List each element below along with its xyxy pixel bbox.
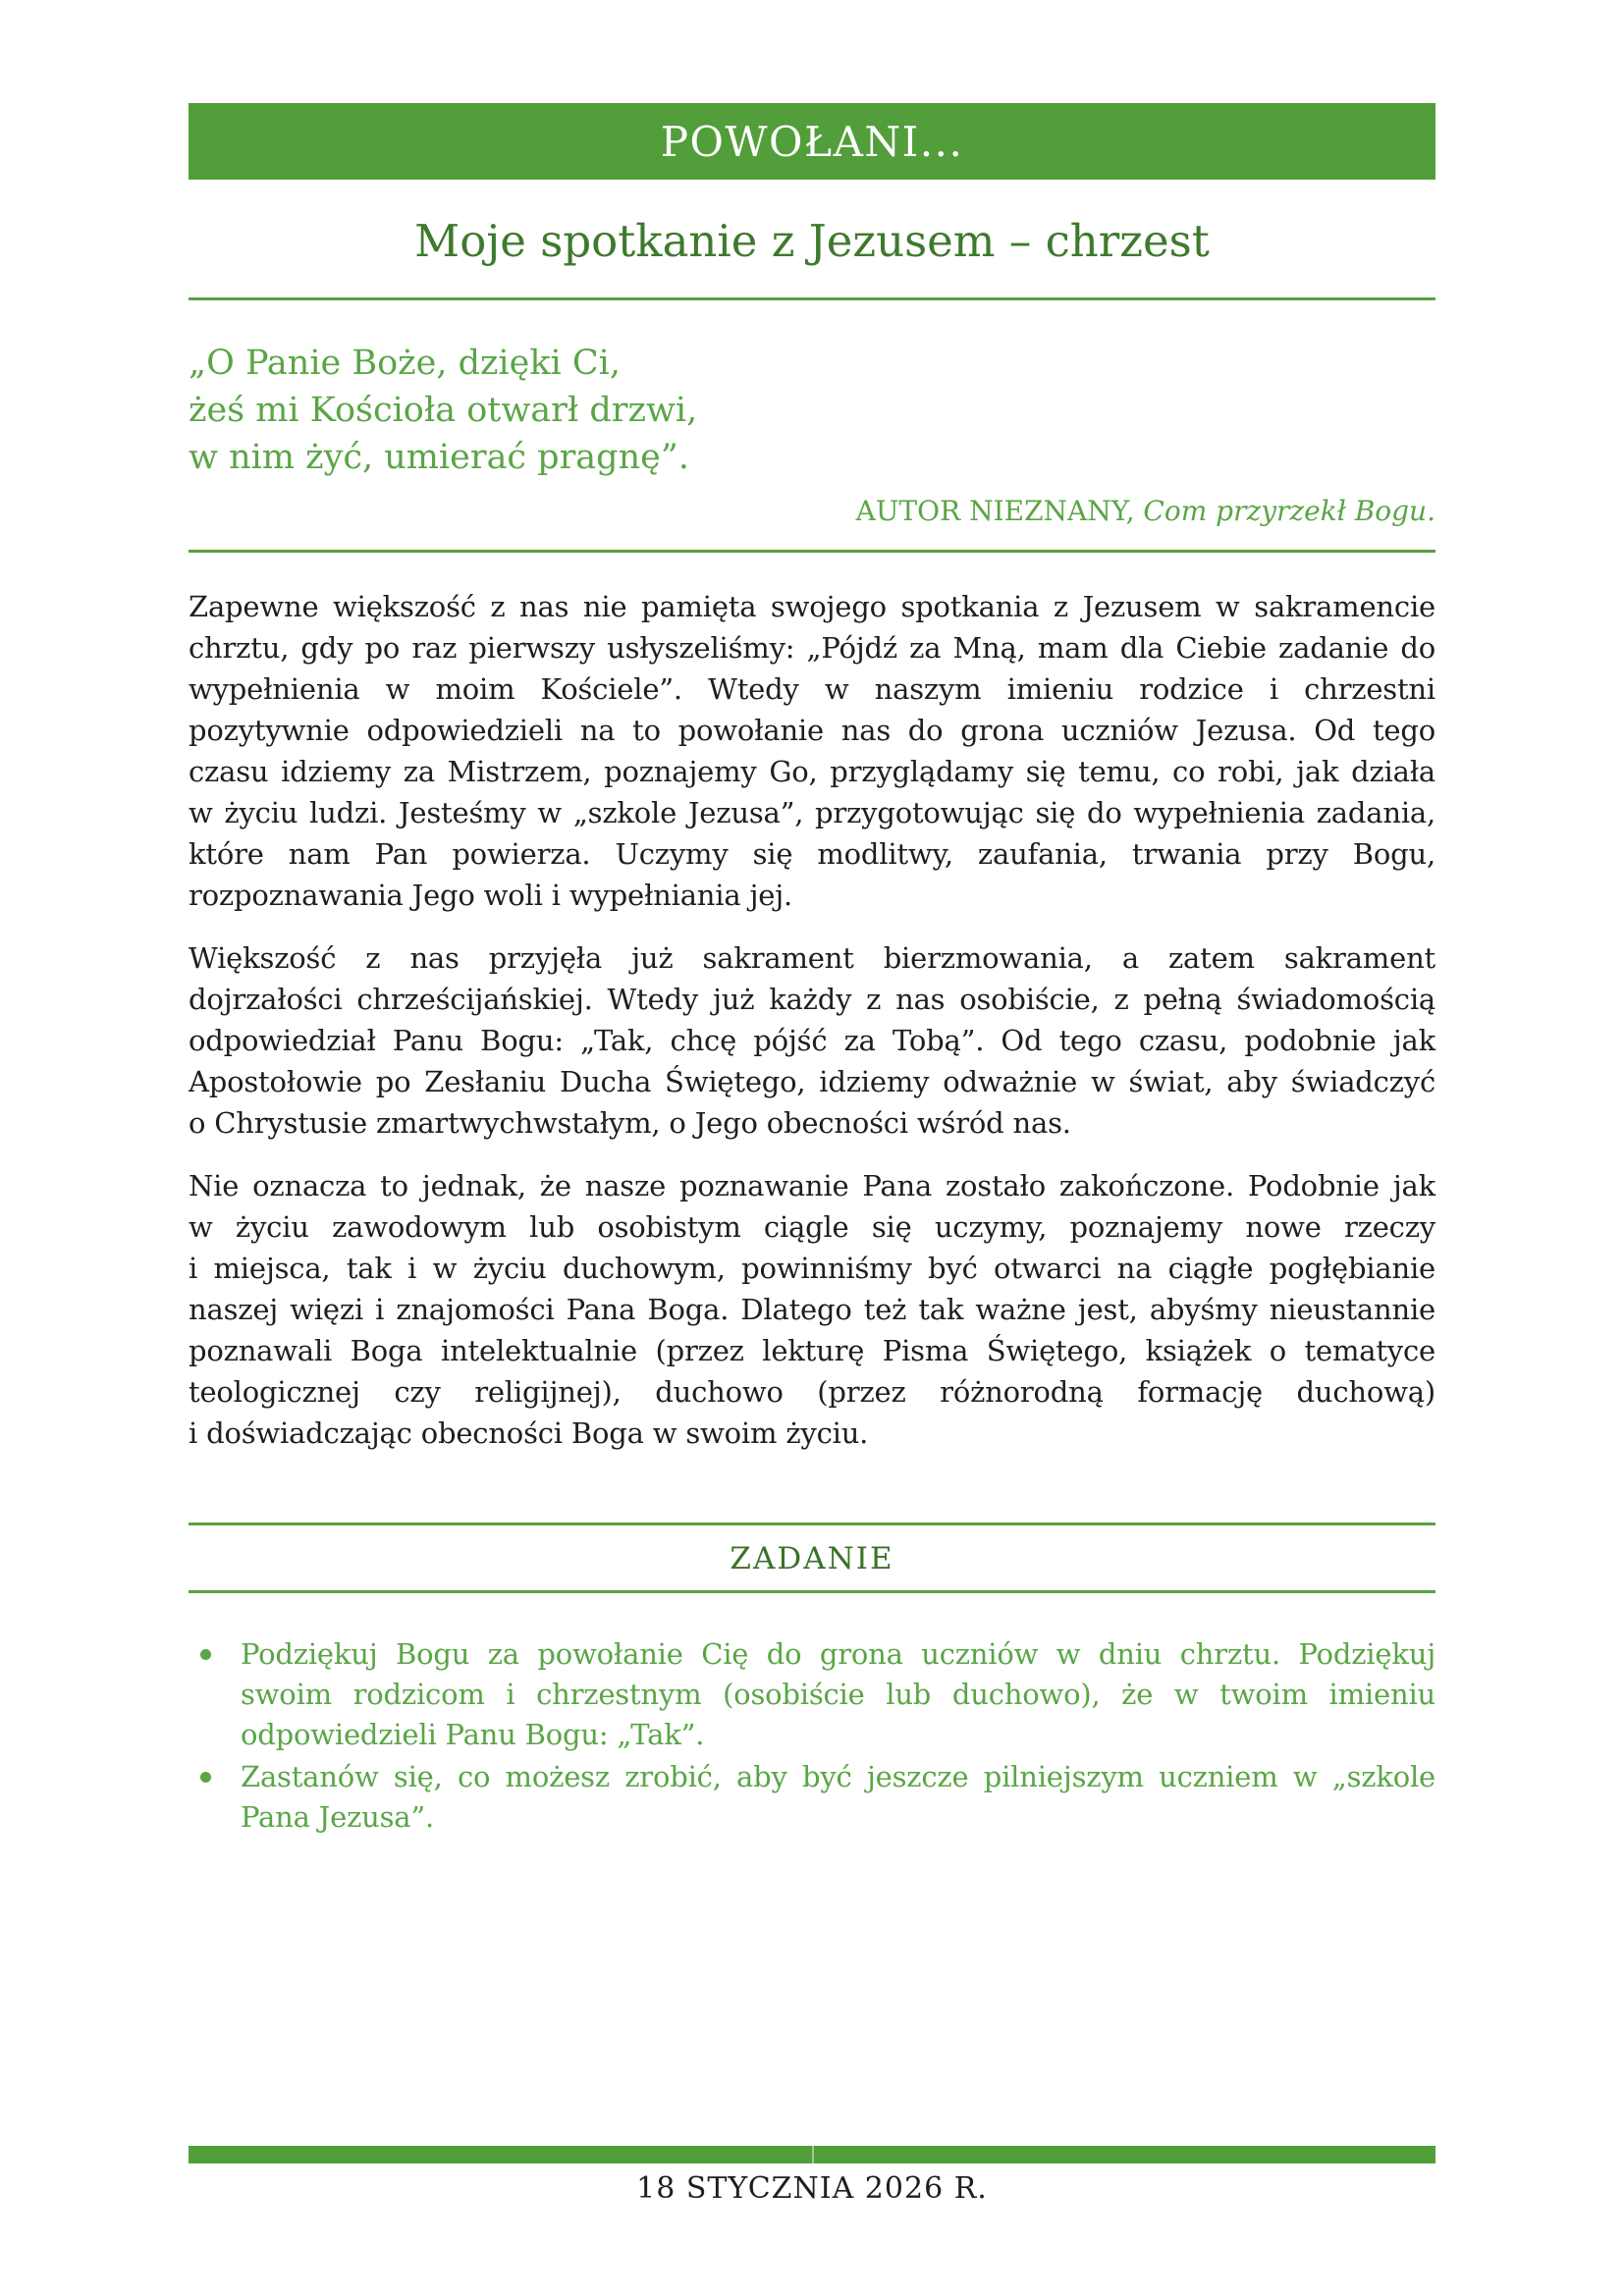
- paragraph-line: Apostołowie po Zesłaniu Ducha Świętego, idziemy odważnie w świat, aby świadczyć: [189, 1065, 1435, 1099]
- paragraph-line: w życiu zawodowym lub osobistym ciągle się uczymy, poznajemy nowe rzeczy: [189, 1210, 1435, 1245]
- paragraph-line: teologicznej czy religijnej), duchowo (przez różnorodną formację duchową): [189, 1375, 1435, 1410]
- footer-date: 18 STYCZNIA 2026 R.: [636, 2171, 988, 2206]
- paragraph-line: i miejsca, tak i w życiu duchowym, powinniśmy być otwarci na ciągłe pogłębianie: [189, 1252, 1435, 1286]
- quote-line: „O Panie Boże, dzięki Ci,: [189, 344, 621, 384]
- quote-line: żeś mi Kościoła otwarł drzwi,: [189, 391, 698, 431]
- paragraph-line: Zapewne większość z nas nie pamięta swojego spotkania z Jezusem w sakramencie: [189, 590, 1435, 624]
- paragraph-line: Nie oznacza to jednak, że nasze poznawanie Pana zostało zakończone. Podobnie jak: [189, 1169, 1435, 1203]
- divider-under-title: [189, 297, 1435, 300]
- series-banner: [189, 103, 1435, 180]
- paragraph-line: rozpoznawania Jego woli i wypełniania jej.: [189, 879, 793, 913]
- paragraph-line: Większość z nas przyjęła już sakrament bierzmowania, a zatem sakrament: [189, 941, 1435, 976]
- task-line: Pana Jezusa”.: [241, 1800, 435, 1835]
- footer-bar-divider: [812, 2146, 814, 2163]
- paragraph: [189, 937, 1435, 1144]
- paragraph-line: dojrzałości chrześcijańskiej. Wtedy już każdy z nas osobiście, z pełną świadomością: [189, 983, 1435, 1017]
- footer-bar: [189, 2146, 1435, 2163]
- quote-line: w nim żyć, umierać pragnę”.: [189, 438, 689, 478]
- paragraph-line: czasu idziemy za Mistrzem, poznajemy Go, przyglądamy się temu, co robi, jak działa: [189, 755, 1435, 789]
- task-list: [189, 1634, 1435, 1838]
- quote-block: [189, 340, 1435, 481]
- task-item: [189, 1634, 1435, 1755]
- task-item: [189, 1757, 1435, 1838]
- page-title: Moje spotkanie z Jezusem – chrzest: [414, 215, 1210, 267]
- paragraph-line: poznawali Boga intelektualnie (przez lekturę Pisma Świętego, książek o tematyce: [189, 1334, 1435, 1368]
- paragraph-line: wypełnienia w moim Kościele”. Wtedy w naszym imieniu rodzice i chrzestni: [189, 672, 1435, 707]
- divider-under-quote: [189, 550, 1435, 553]
- task-line: odpowiedzieli Panu Bogu: „Tak”.: [241, 1718, 705, 1752]
- bullet-icon: [200, 1649, 211, 1660]
- paragraph-line: odpowiedział Panu Bogu: „Tak, chcę pójść za Tobą”. Od tego czasu, podobnie jak: [189, 1024, 1435, 1058]
- document-page: [189, 0, 1435, 1838]
- attribution-author: AUTOR NIEZNANY,: [855, 495, 1135, 528]
- paragraph-line: pozytywnie odpowiedzieli na to powołanie nas do grona uczniów Jezusa. Od tego: [189, 714, 1435, 748]
- paragraph-line: naszej więzi i znajomości Pana Boga. Dlatego też tak ważne jest, abyśmy nieustannie: [189, 1293, 1435, 1327]
- bullet-icon: [200, 1772, 211, 1783]
- divider-task-bottom: [189, 1590, 1435, 1593]
- body-copy: [189, 586, 1435, 1454]
- paragraph-line: w życiu ludzi. Jesteśmy w „szkole Jezusa”, przygotowując się do wypełnienia zadania,: [189, 796, 1435, 830]
- paragraph: [189, 586, 1435, 916]
- quote-attribution: [189, 493, 1435, 530]
- paragraph-line: które nam Pan powierza. Uczymy się modlitwy, zaufania, trwania przy Bogu,: [189, 837, 1435, 872]
- page-footer: [189, 2146, 1435, 2206]
- task-heading: ZADANIE: [730, 1541, 894, 1577]
- paragraph: [189, 1165, 1435, 1454]
- series-banner-title: POWOŁANI...: [660, 117, 964, 166]
- task-line: swoim rodzicom i chrzestnym (osobiście lub duchowo), że w twoim imieniu: [241, 1678, 1435, 1712]
- attribution-source: Com przyrzekł Bogu.: [1134, 495, 1435, 528]
- task-line: Podziękuj Bogu za powołanie Cię do grona uczniów w dniu chrztu. Podziękuj: [241, 1637, 1435, 1672]
- task-line: Zastanów się, co możesz zrobić, aby być jeszcze pilniejszym uczniem w „szkole: [241, 1760, 1435, 1794]
- paragraph-line: o Chrystusie zmartwychwstałym, o Jego obecności wśród nas.: [189, 1106, 1071, 1141]
- paragraph-line: chrztu, gdy po raz pierwszy usłyszeliśmy: „Pójdź za Mną, mam dla Ciebie zadanie do: [189, 631, 1435, 666]
- paragraph-line: i doświadczając obecności Boga w swoim życiu.: [189, 1416, 869, 1451]
